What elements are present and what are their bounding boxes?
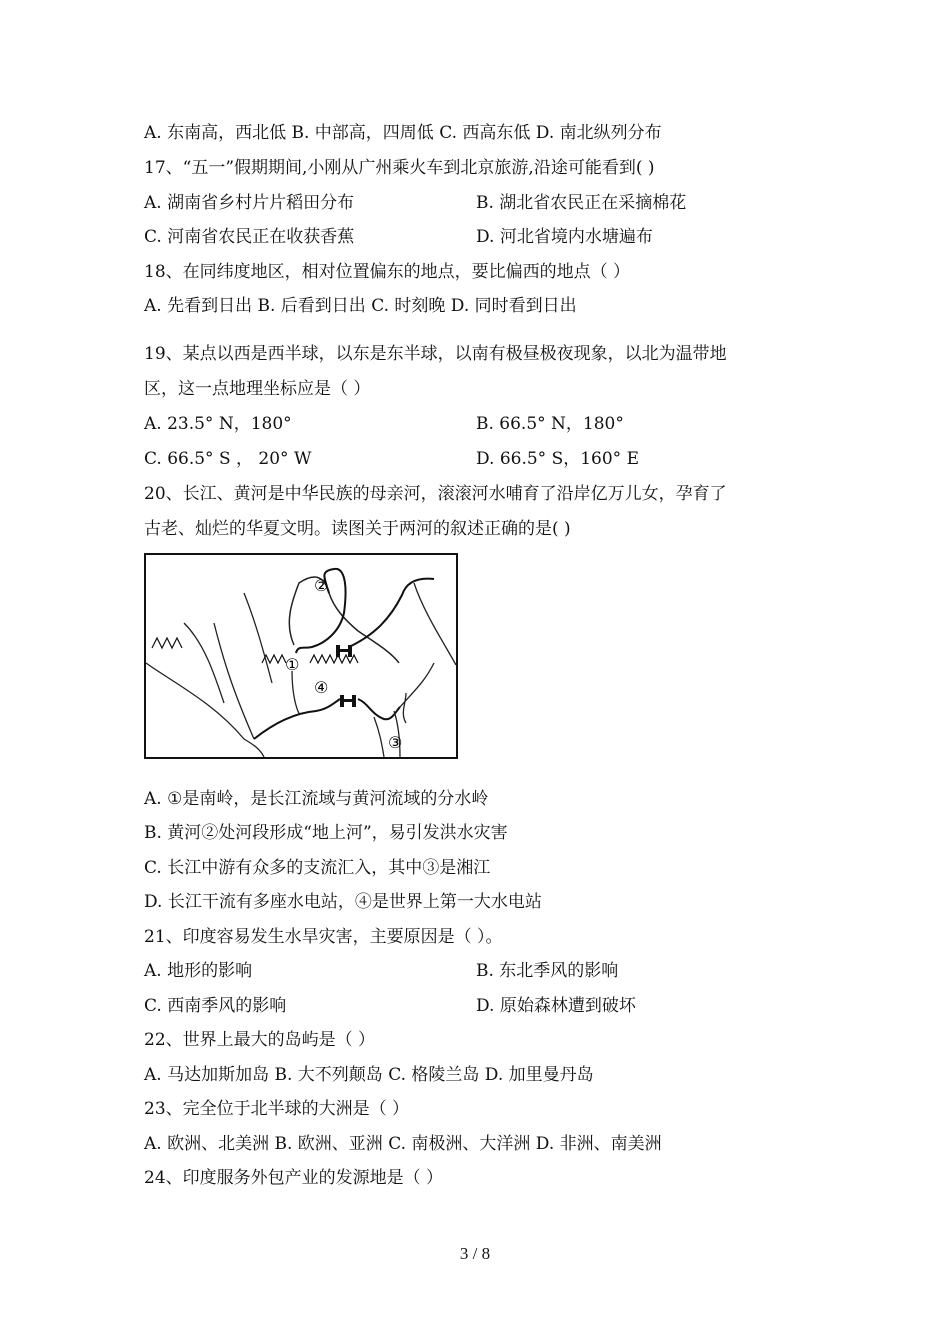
- map-label-3: ③: [388, 733, 403, 752]
- text-line: 21、印度容易发生水旱灾害，主要原因是（ ）。: [144, 927, 503, 947]
- text-line: A. 先看到日出 B. 后看到日出 C. 时刻晚 D. 同时看到日出: [144, 296, 577, 316]
- text-line: [144, 413, 624, 435]
- text-line: 古老、灿烂的华夏文明。读图关于两河的叙述正确的是( ): [144, 519, 571, 539]
- map-label-4: ④: [314, 678, 329, 697]
- text-line: [144, 960, 619, 982]
- option-left: A. 地形的影响: [144, 961, 253, 981]
- text-line: 23、完全位于北半球的大洲是（ ）: [144, 1099, 410, 1119]
- option-right: B. 66.5° N，180°: [476, 414, 624, 434]
- option-right: B. 东北季风的影响: [476, 961, 619, 981]
- text-line: A. 马达加斯加岛 B. 大不列颠岛 C. 格陵兰岛 D. 加里曼丹岛: [144, 1065, 594, 1085]
- text-line: 17、“五一”假期期间,小刚从广州乘火车到北京旅游,沿途可能看到( ): [144, 158, 655, 178]
- text-line: A. 欧洲、北美洲 B. 欧洲、亚洲 C. 南极洲、大洋洲 D. 非洲、南美洲: [144, 1134, 662, 1154]
- page-number: 3 / 8: [459, 1244, 491, 1263]
- option-right: B. 湖北省农民正在采摘棉花: [476, 193, 687, 213]
- text-line: [144, 226, 653, 248]
- option-right: D. 原始森林遭到破坏: [476, 996, 636, 1016]
- text-line: 22、世界上最大的岛屿是（ ）: [144, 1030, 376, 1050]
- text-line: 区，这一点地理坐标应是（ ）: [144, 379, 371, 399]
- text-line: 20、长江、黄河是中华民族的母亲河，滚滚河水哺育了沿岸亿万儿女，孕育了: [144, 484, 727, 504]
- text-line: A. 东南高，西北低 B. 中部高，四周低 C. 西高东低 D. 南北纵列分布: [144, 123, 662, 143]
- option-left: C. 河南省农民正在收获香蕉: [144, 227, 355, 247]
- text-line: 19、某点以西是西半球，以东是东半球，以南有极昼极夜现象，以北为温带地: [144, 344, 727, 364]
- text-line: [144, 448, 639, 470]
- option-left: A. 湖南省乡村片片稻田分布: [144, 193, 355, 213]
- map-label-2: ②: [314, 576, 329, 595]
- text-line: A. ①是南岭，是长江流域与黄河流域的分水岭: [144, 789, 489, 809]
- text-line: 18、在同纬度地区，相对位置偏东的地点，要比偏西的地点（ ）: [144, 262, 631, 282]
- text-line: [144, 995, 636, 1017]
- option-right: D. 66.5° S，160° E: [476, 449, 639, 469]
- text-line: [144, 192, 687, 214]
- map-label-1: ①: [285, 655, 300, 674]
- text-line: 24、印度服务外包产业的发源地是（ ）: [144, 1168, 444, 1188]
- text-line: D. 长江干流有多座水电站，④是世界上第一大水电站: [144, 892, 542, 912]
- option-left: C. 66.5° S ， 20° W: [144, 449, 312, 469]
- text-line: C. 长江中游有众多的支流汇入，其中③是湘江: [144, 858, 491, 878]
- text-line: B. 黄河②处河段形成“地上河”，易引发洪水灾害: [144, 823, 508, 843]
- option-left: C. 西南季风的影响: [144, 996, 287, 1016]
- option-right: D. 河北省境内水塘遍布: [476, 227, 653, 247]
- option-left: A. 23.5° N，180°: [144, 414, 292, 434]
- two-rivers-map: [144, 553, 458, 759]
